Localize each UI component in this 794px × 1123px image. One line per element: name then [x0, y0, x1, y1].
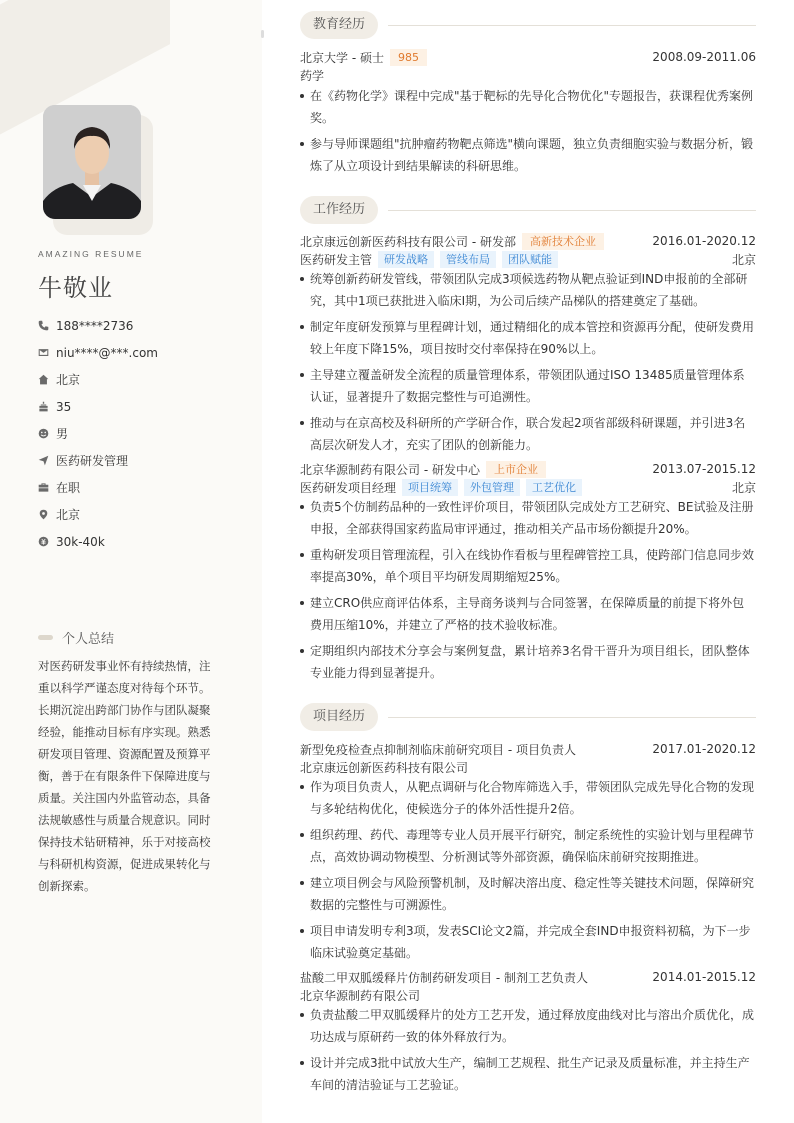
school-tag: 985 [390, 49, 427, 66]
summary-line: 经验，能推动目标有序实现。熟悉 [38, 725, 211, 739]
education-bullets [300, 85, 756, 181]
list-item: 负责盐酸二甲双胍缓释片的处方工艺开发，通过释放度曲线对比与溶出介质优化，成功达成与原研药一致的体外释放行为。 [300, 1004, 756, 1048]
location-pin-icon [38, 509, 56, 520]
project-name: 盐酸二甲双胍缓释片仿制药研发项目 - 制剂工艺负责人 [300, 970, 588, 985]
skill-tag: 项目统筹 [402, 479, 458, 496]
info-email [38, 339, 158, 366]
summary-line: 质量。关注国内外监管动态，具备 [38, 791, 211, 805]
summary-line: 衡，善于在有限条件下保障进度与 [38, 769, 211, 783]
project-header [300, 740, 756, 758]
education-date: 2008.09-2011.06 [652, 50, 756, 64]
list-item: 定期组织内部技术分享会与案例复盘，累计培养3名骨干晋升为项目组长，团队整体专业能力得到显著提升。 [300, 640, 756, 684]
job-position-row [300, 250, 756, 268]
list-item: 统筹创新药研发管线，带领团队完成3项候选药物从靶点验证到IND申报前的全部研究，其中1项已获批进入临床Ⅰ期，为公司后续产品梯队的搭建奠定了基础。 [300, 268, 756, 312]
status-text: 在职 [56, 481, 81, 495]
summary-title: 个人总结 [62, 632, 115, 647]
job-location: 北京 [731, 252, 756, 267]
job-bullets [300, 268, 756, 460]
summary-line: 对医药研发事业怀有持续热情，注 [38, 659, 211, 673]
project-org: 北京康远创新医药科技有限公司 [300, 760, 469, 775]
list-item: 设计并完成3批中试放大生产，编制工艺规程、批生产记录及质量标准，并主持生产车间的清洁验证与工艺验证。 [300, 1052, 756, 1096]
job-position-row [300, 478, 756, 496]
info-home [38, 366, 158, 393]
phone-text: 188****2736 [56, 318, 134, 333]
skill-tag: 管线布局 [440, 251, 496, 268]
company-tag: 上市企业 [486, 461, 546, 478]
cake-icon [38, 401, 56, 412]
summary-heading [38, 628, 114, 647]
list-item: 负责5个仿制药品种的一致性评价项目，带领团队完成处方工艺研究、BE试验及注册申报，全部获得国家药监局审评通过，推动相关产品市场份额提升20%。 [300, 496, 756, 540]
projects-title: 项目经历 [300, 703, 378, 731]
home-city-text: 北京 [56, 373, 81, 387]
list-item: 制定年度研发预算与里程碑计划，通过精细化的成本管控和资源再分配，使研发费用较上年度下降15%，项目按时交付率保持在90%以上。 [300, 316, 756, 360]
project-bullets [300, 1004, 756, 1100]
info-gender [38, 420, 158, 447]
gender-text: 男 [56, 427, 69, 441]
project-header [300, 968, 756, 986]
list-item: 项目申请发明专利3项，发表SCI论文2篇，并完成全套IND申报资料初稿，为下一步临床试验奠定基础。 [300, 920, 756, 964]
project-org: 北京华源制药有限公司 [300, 988, 421, 1003]
location-text: 北京 [56, 508, 81, 522]
summary-text [38, 655, 223, 897]
education-heading [300, 11, 756, 39]
summary-line: 研发项目管理、资源配置及预算平 [38, 747, 211, 761]
list-item: 组织药理、药代、毒理等专业人员开展平行研究，制定系统性的实验计划与里程碑节点，高效协调动物模型、分析测试等外部资源，确保临床前研究按期推进。 [300, 824, 756, 868]
list-item: 重构研发项目管理流程，引入在线协作看板与里程碑管控工具，使跨部门信息同步效率提高30%，单个项目平均研发周期缩短25%。 [300, 544, 756, 588]
job-company: 北京华源制药有限公司 - 研发中心 [300, 462, 480, 477]
home-icon [38, 374, 56, 385]
info-phone [38, 312, 158, 339]
job-position: 医药研发项目经理 [300, 480, 397, 495]
gender-icon [38, 428, 56, 439]
education-title: 教育经历 [300, 11, 378, 39]
project-org-row [300, 986, 756, 1004]
list-item: 主导建立覆盖研发全流程的质量管理体系，带领团队通过ISO 13485质量管理体系认证，显著提升了数据完整性与可追溯性。 [300, 364, 756, 408]
job-location: 北京 [731, 480, 756, 495]
job-date: 2016.01-2020.12 [652, 234, 756, 248]
mail-icon [38, 347, 56, 358]
person-name: 牛敬业 [38, 274, 113, 302]
list-item: 建立CRO供应商评估体系，主导商务谈判与合同签署，在保障质量的前提下将外包费用压缩10%，并建立了严格的技术验收标准。 [300, 592, 756, 636]
job-bullets [300, 496, 756, 688]
intention-text: 医药研发管理 [56, 454, 129, 468]
project-bullets [300, 776, 756, 968]
job-company: 北京康远创新医药科技有限公司 - 研发部 [300, 234, 516, 249]
phone-icon [38, 320, 56, 331]
job-header [300, 460, 756, 478]
job-position: 医药研发主管 [300, 252, 373, 267]
info-intention [38, 447, 158, 474]
skill-tag: 工艺优化 [526, 479, 582, 496]
project-date: 2017.01-2020.12 [652, 742, 756, 756]
info-age [38, 393, 158, 420]
project-date: 2014.01-2015.12 [652, 970, 756, 984]
company-tag: 高新技术企业 [522, 233, 604, 250]
summary-line: 与科研机构资源，促进成果转化与 [38, 857, 211, 871]
job-date: 2013.07-2015.12 [652, 462, 756, 476]
work-heading [300, 196, 756, 224]
education-entry-header [300, 48, 756, 66]
sidebar [0, 0, 262, 1123]
skill-tag: 外包管理 [464, 479, 520, 496]
list-item: 在《药物化学》课程中完成"基于靶标的先导化合物优化"专题报告，获课程优秀案例奖。 [300, 85, 756, 129]
list-item: 建立项目例会与风险预警机制，及时解决溶出度、稳定性等关键技术问题，保障研究数据的完整性与可溯源性。 [300, 872, 756, 916]
skill-tag: 团队赋能 [502, 251, 558, 268]
education-major-row [300, 66, 756, 84]
avatar [43, 105, 141, 219]
email-text: niu****@***.com [56, 345, 158, 360]
projects-heading [300, 703, 756, 731]
summary-line: 长期沉淀出跨部门协作与团队凝聚 [38, 703, 211, 717]
info-status [38, 474, 158, 501]
project-name: 新型免疫检查点抑制剂临床前研究项目 - 项目负责人 [300, 742, 576, 757]
section-divider [388, 717, 756, 718]
project-org-row [300, 758, 756, 776]
summary-line: 法规敏感性与质量合规意识。同时 [38, 813, 211, 827]
list-item: 推动与在京高校及科研所的产学研合作，联合发起2项省部级科研课题，并引进3名高层次研发人才，充实了团队的创新能力。 [300, 412, 756, 456]
list-item: 作为项目负责人，从靶点调研与化合物库筛选入手，带领团队完成先导化合物的发现与多轮结构优化，使候选分子的体外活性提升2倍。 [300, 776, 756, 820]
age-text: 35 [56, 399, 72, 414]
section-divider [388, 210, 756, 211]
summary-line: 创新探索。 [38, 879, 96, 893]
briefcase-icon [38, 482, 56, 493]
summary-heading-bar [38, 635, 53, 640]
work-title: 工作经历 [300, 196, 378, 224]
info-location [38, 501, 158, 528]
school-name: 北京大学 - 硕士 [300, 50, 384, 65]
salary-icon [38, 536, 56, 547]
summary-line: 保持技术钻研精神，乐于对接高校 [38, 835, 211, 849]
send-icon [38, 455, 56, 466]
contact-info [38, 312, 158, 555]
section-divider [388, 25, 756, 26]
info-salary [38, 528, 158, 555]
resume-caption: AMAZING RESUME [38, 249, 144, 259]
job-header [300, 232, 756, 250]
skill-tag: 研发战略 [378, 251, 434, 268]
salary-text: 30k-40k [56, 534, 105, 549]
list-item: 参与导师课题组"抗肿瘤药物靶点筛选"横向课题，独立负责细胞实验与数据分析，锻炼了从立项设计到结果解读的科研思维。 [300, 133, 756, 177]
summary-line: 重以科学严谨态度对待每个环节。 [38, 681, 211, 695]
decorative-dot [261, 30, 264, 38]
education-major: 药学 [300, 68, 325, 83]
